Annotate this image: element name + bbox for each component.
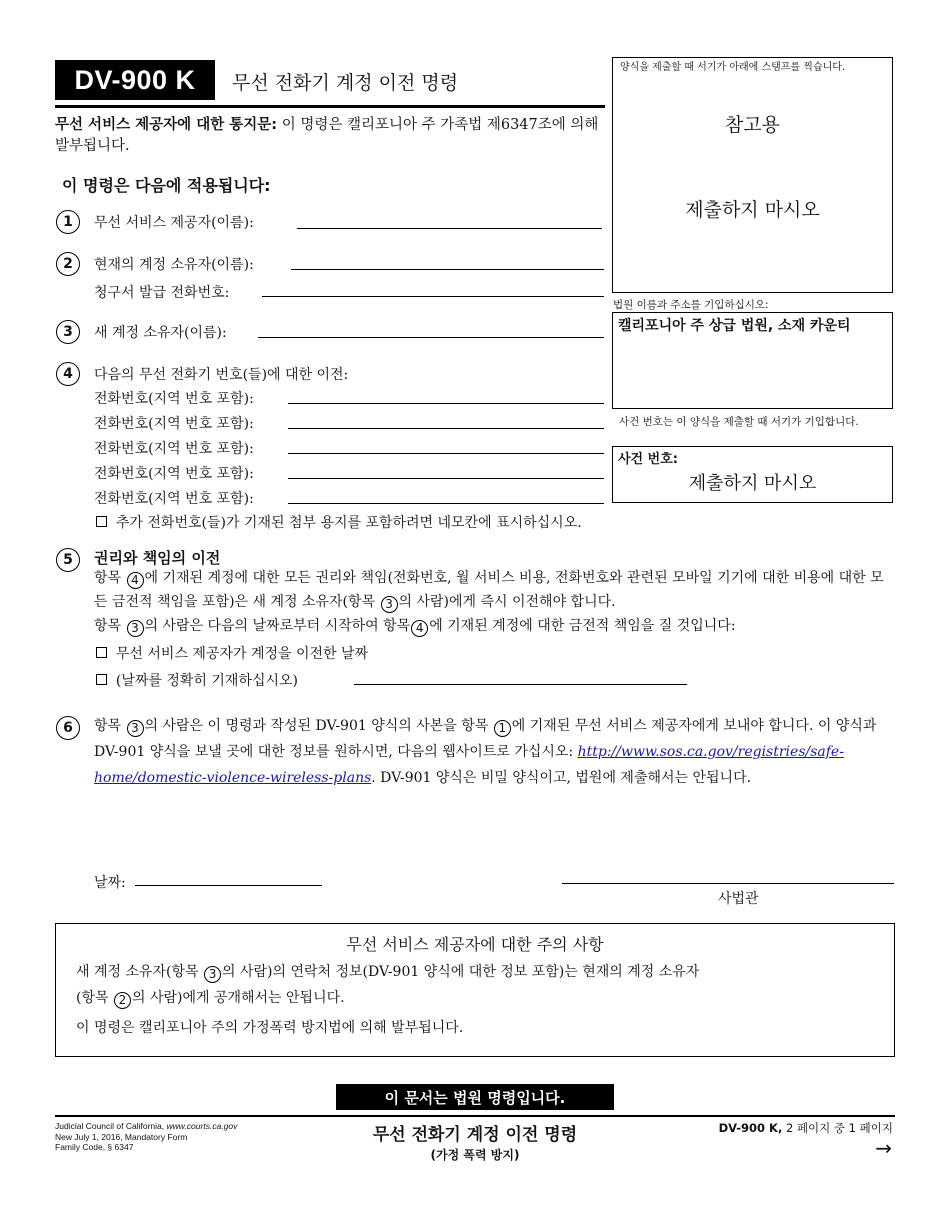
attachment-option [96,512,582,532]
notice-text: 이 명령은 캘리포니아 주 가족법 제6347조에 의해 발부됩니다. [55,117,599,154]
option-provider-date [96,643,368,663]
phone-label-2: 전화번호(지역 번호 포함): [94,416,254,432]
footer-rule [55,1115,895,1117]
phone-field-2[interactable] [288,428,604,429]
item-1-number: 1 [56,210,80,234]
specific-date-checkbox[interactable] [96,674,107,685]
court-name-note: 법원 이름과 주소를 기입하십시오: [613,299,769,311]
warning-line-2 [76,986,886,1010]
ref-item-3c: 3 [127,720,144,737]
header-rule [55,105,605,108]
family-code: Family Code, § 6347 [55,1142,134,1152]
provider-date-label: 무선 서비스 제공자가 계정을 이전한 날짜 [115,646,369,662]
attachment-label: 추가 전화번호(들)가 기재된 첨부 용지를 포함하려면 네모칸에 표시하십시오. [115,515,582,531]
ref-item-4b: 4 [411,620,428,637]
provider-date-checkbox[interactable] [96,647,107,658]
w2-a: (항목 [76,990,113,1006]
judge-label: 사법관 [718,891,759,907]
footer-council-info [55,1121,237,1153]
phone-transfer-intro: 다음의 무선 전화기 번호(들)에 대한 이전: [94,367,349,383]
financial-responsibility-text [94,614,894,638]
new-owner-field[interactable] [258,337,604,338]
phone-label-1: 전화번호(지역 번호 포함): [94,391,254,407]
option-specific-date [96,670,298,690]
phone-field-5[interactable] [288,503,604,504]
reference-only: 참고용 [724,114,781,136]
item-2-number: 2 [56,252,80,276]
case-number-note: 사건 번호는 이 양식을 제출할 때 서기가 기입합니다. [619,416,859,428]
item-3-number: 3 [56,320,80,344]
applies-heading: 이 명령은 다음에 적용됩니다: [62,176,271,195]
attachment-checkbox[interactable] [96,516,107,527]
page-count: 2 페이지 중 1 페이지 [782,1121,893,1135]
ref-item-1: 1 [494,720,511,737]
provider-name-field[interactable] [297,228,602,229]
item-6-text [94,713,884,791]
w2-b: 의 사람)에게 공개해서는 안됩니다. [131,990,345,1006]
ref-item-4: 4 [127,572,144,589]
phone-label-4: 전화번호(지역 번호 포함): [94,466,254,482]
transfer-rights-heading: 권리와 책임의 이전 [94,549,221,567]
warning-title: 무선 서비스 제공자에 대한 주의 사항 [346,935,604,954]
date-label: 날짜: [94,875,126,891]
specific-date-field[interactable] [354,684,687,685]
footer-subtitle: (가정 폭력 방지) [430,1148,520,1162]
warning-line-1 [76,960,886,984]
phone-field-1[interactable] [288,403,604,404]
effective-date: New July 1, 2016, Mandatory Form [55,1131,188,1142]
council-name: Judicial Council of California, [55,1121,167,1131]
form-title: 무선 전화기 계정 이전 명령 [232,72,459,94]
item-6-number: 6 [56,716,80,740]
p2-b: 의 사람은 다음의 날짜로부터 시작하여 항목 [144,618,411,634]
billing-phone-field[interactable] [262,296,604,297]
transfer-rights-text [94,566,894,614]
w1-b: 의 사람)의 연락처 정보(DV-901 양식에 대한 정보 포함)는 현재의 계정 소유자 [222,964,700,980]
warning-line-3: 이 명령은 캘리포니아 주의 가정폭력 방지법에 의해 발부됩니다. [76,1020,464,1036]
current-owner-field[interactable] [291,269,604,270]
footer-title-block [330,1120,620,1163]
billing-phone-label: 청구서 발급 전화번호: [94,285,230,301]
case-number-label: 사건 번호: [618,452,678,467]
stamp-note: 양식을 제출할 때 서기가 아래에 스탬프를 찍습니다. [620,62,846,73]
warn-ref-2: 2 [114,992,131,1009]
item-4-number: 4 [56,362,80,386]
i6-a: 항목 [94,718,126,734]
council-url: www.courts.ca.gov [166,1121,238,1131]
form-number: DV-900 K [55,60,215,100]
case-do-not-file: 제출하지 마시오 [688,473,817,494]
footer-form-ref: DV-900 K, [718,1121,783,1135]
phone-label-3: 전화번호(지역 번호 포함): [94,441,254,457]
new-owner-label: 새 계정 소유자(이름): [94,325,227,341]
p1-b: 에 기재된 계정에 대한 모든 권리와 책임(전화번호, 월 서비스 비용, 전화번호와 관련된 모바일 기기에 대한 비용에 대한 모든 금전적 책임을 포함)은 새 계정 소유자(항목 [94,570,884,610]
notice-label: 무선 서비스 제공자에 대한 통지문: [55,117,278,133]
phone-field-4[interactable] [288,478,604,479]
i6-d: . DV-901 양식은 비밀 양식이고, 법원에 제출해서는 안됩니다. [371,770,752,786]
provider-notice [55,115,600,157]
provider-label: 무선 서비스 제공자(이름): [94,215,254,231]
page-indicator [719,1120,893,1136]
w1-a: 새 계정 소유자(항목 [76,964,204,980]
court-order-banner: 이 문서는 법원 명령입니다. [336,1084,614,1110]
ref-item-3: 3 [381,596,398,613]
p2-c: 에 기재된 계정에 대한 금전적 책임을 질 것입니다: [429,618,736,634]
ref-item-3b: 3 [127,620,144,637]
phone-field-3[interactable] [288,453,604,454]
p2-a: 항목 [94,618,126,634]
p1-a: 항목 [94,570,126,586]
i6-b: 의 사람은 이 명령과 작성된 DV-901 양식의 사본을 항목 [144,718,493,734]
current-owner-label: 현재의 계정 소유자(이름): [94,257,254,273]
footer-title: 무선 전화기 계정 이전 명령 [372,1125,578,1145]
next-page-arrow-icon[interactable]: → [875,1136,892,1160]
date-field[interactable] [135,885,322,886]
phone-label-5: 전화번호(지역 번호 포함): [94,491,254,507]
specific-date-label: (날짜를 정확히 기재하십시오) [115,673,299,689]
i6-c: 에 기재된 무선 서비스 제공자에게 보내야 합니다. 이 양식과 DV-901 양식을 보낼 곳에 대한 정보를 원하시면, 다음의 웹사이트로 가십시오: [94,718,877,760]
clerk-stamp-box [612,57,893,293]
judge-signature-line[interactable] [562,883,894,884]
item-5-number: 5 [56,548,80,572]
warn-ref-3: 3 [204,966,221,983]
do-not-file: 제출하지 마시오 [685,199,820,221]
sos-website-link[interactable]: http://www.sos.ca.gov/registries/safe-home/domestic-violence-wireless-plans [94,744,844,786]
court-name: 캘리포니아 주 상급 법원, 소재 카운티 [618,318,851,334]
p1-c: 의 사람)에게 즉시 이전해야 합니다. [398,594,616,610]
